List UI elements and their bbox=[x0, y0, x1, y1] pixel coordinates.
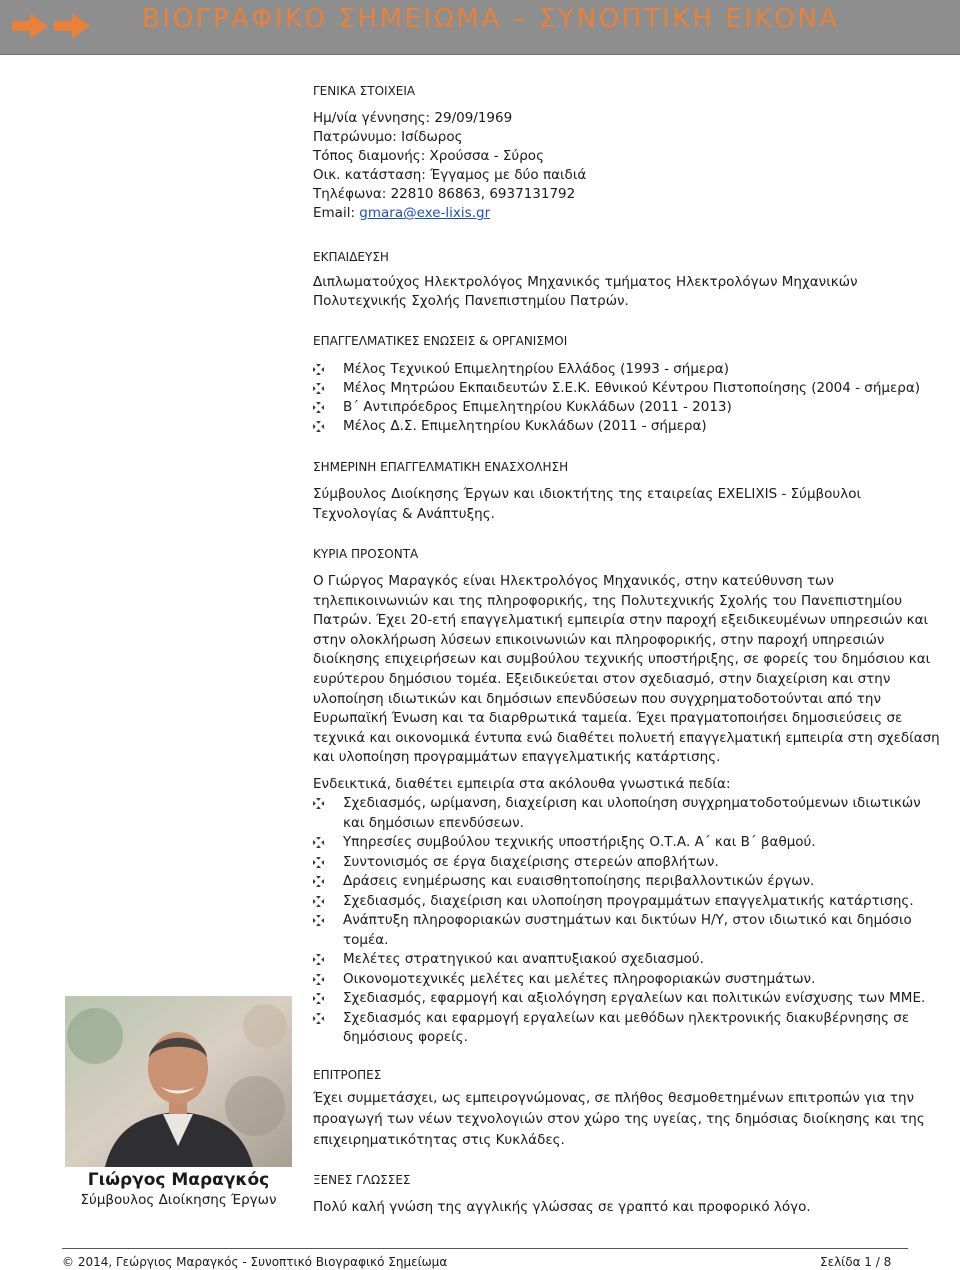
diamond-bullet-icon bbox=[313, 993, 324, 1004]
qualifications-line: Ευρωπαϊκή Ένωση και τα διαρθρωτικά ταμεία. Έχει πραγματοποιήσει δημοσιεύσεις σε bbox=[313, 710, 903, 727]
committees-line: επιχειρηματικότητας στις Κυκλάδες. bbox=[313, 1132, 565, 1148]
email-label: Email: bbox=[313, 205, 360, 221]
qualifications-line: και υλοποίηση προγραμμάτων επαγγελματικής κατάρτισης. bbox=[313, 749, 721, 766]
diamond-bullet-icon bbox=[313, 974, 324, 985]
expertise-item: Οικονομοτεχνικές μελέτες και μελέτες πληροφοριακών συστημάτων. bbox=[343, 970, 816, 987]
header-band bbox=[0, 0, 960, 55]
committees-line: προαγωγή των νέων τεχνολογιών στον χώρο της υγείας, της δημόσιας διοίκησης και της bbox=[313, 1111, 925, 1127]
section-heading-education: ΕΚΠΑΙΔΕΥΣΗ bbox=[313, 250, 389, 264]
diamond-bullet-icon bbox=[313, 876, 324, 887]
expertise-item: Μελέτες στρατηγικού και αναπτυξιακού σχεδιασμού. bbox=[343, 951, 704, 967]
education-line: Πολυτεχνικής Σχολής Πανεπιστημίου Πατρών. bbox=[313, 293, 629, 309]
email-link[interactable]: gmara@exe-lixis.gr bbox=[359, 205, 491, 221]
double-arrow-icon bbox=[10, 9, 110, 43]
section-heading-general: ΓΕΝΙΚΑ ΣΤΟΙΧΕΙΑ bbox=[313, 84, 416, 98]
footer-page-number: Σελίδα 1 / 8 bbox=[820, 1255, 892, 1269]
association-item: Μέλος Δ.Σ. Επιμελητηρίου Κυκλάδων (2011 - σήμερα) bbox=[343, 418, 707, 434]
committees-line: Έχει συμμετάσχει, ως εμπειρογνώμονας, σε πλήθος θεσμοθετημένων επιτροπών για την bbox=[313, 1090, 915, 1106]
education-line: Διπλωματούχος Ηλεκτρολόγος Μηχανικός τμήματος Ηλεκτρολόγων Μηχανικών bbox=[313, 274, 858, 290]
diamond-bullet-icon bbox=[313, 915, 324, 926]
section-heading-committees: ΕΠΙΤΡΟΠΕΣ bbox=[313, 1068, 382, 1082]
expertise-item: Δράσεις ενημέρωσης και ευαισθητοποίησης περιβαλλοντικών έργων. bbox=[343, 873, 815, 889]
qualifications-line: υλοποίηση ιδιωτικών και δημόσιων επενδύσεων που συγχρηματοδοτούνται από την bbox=[313, 690, 882, 707]
current-line: Σύμβουλος Διοίκησης Έργων και ιδιοκτήτης της εταιρείας EXELIXIS - Σύμβουλοι bbox=[313, 486, 862, 502]
diamond-bullet-icon bbox=[313, 798, 324, 809]
portrait-illustration bbox=[65, 996, 292, 1167]
diamond-bullet-icon bbox=[313, 837, 324, 848]
diamond-bullet-icon bbox=[313, 364, 324, 375]
expertise-item: Σχεδιασμός και εφαρμογή εργαλείων και μεθόδων ηλεκτρονικής διακυβέρνησης σε bbox=[343, 1009, 910, 1026]
qualifications-line: Πατρών. Έχει 20-ετή επαγγελματική εμπειρία στην παροχή εξειδικευμένων υπηρεσιών και bbox=[313, 612, 929, 629]
expertise-item: Σχεδιασμός, διαχείριση και υλοποίηση προγραμμάτων επαγγελματικής κατάρτισης. bbox=[343, 892, 914, 909]
diamond-bullet-icon bbox=[313, 896, 324, 907]
qualifications-line: ευρύτερου δημόσιου τομέα. Εξειδικεύεται στον σχεδιασμό, στην διαχείριση και στην bbox=[313, 671, 891, 687]
marital-status: Οικ. κατάσταση: Έγγαμος με δύο παιδιά bbox=[313, 167, 587, 183]
diamond-bullet-icon bbox=[313, 1013, 324, 1024]
association-item: Β΄ Αντιπρόεδρος Επιμελητηρίου Κυκλάδων (2011 - 2013) bbox=[343, 399, 732, 415]
profile-role: Σύμβουλος Διοίκησης Έργων bbox=[80, 1192, 277, 1208]
association-item: Μέλος Τεχνικού Επιμελητηρίου Ελλάδος (1993 - σήμερα) bbox=[343, 361, 729, 377]
profile-photo bbox=[65, 996, 292, 1167]
diamond-bullet-icon bbox=[313, 421, 324, 432]
association-item: Μέλος Μητρώου Εκπαιδευτών Σ.Ε.Κ. Εθνικού Κέντρου Πιστοποίησης (2004 - σήμερα) bbox=[343, 380, 921, 396]
diamond-bullet-icon bbox=[313, 383, 324, 394]
email-line bbox=[313, 204, 490, 223]
section-heading-current: ΣΗΜΕΡΙΝΗ ΕΠΑΓΓΕΛΜΑΤΙΚΗ ΕΝΑΣΧΟΛΗΣΗ bbox=[313, 460, 569, 474]
languages-line: Πολύ καλή γνώση της αγγλικής γλώσσας σε γραπτό και προφορικό λόγο. bbox=[313, 1199, 811, 1215]
qualifications-line: στην ολοκλήρωση λύσεων επικοινωνιών και πληροφορικής, στην παροχή υπηρεσιών bbox=[313, 631, 885, 648]
birth-date: Ημ/νία γέννησης: 29/09/1969 bbox=[313, 110, 513, 126]
section-heading-languages: ΞΕΝΕΣ ΓΛΩΣΣΕΣ bbox=[313, 1173, 411, 1187]
father-name: Πατρώνυμο: Ισίδωρος bbox=[313, 129, 463, 145]
expertise-item: Υπηρεσίες συμβούλου τεχνικής υποστήριξης Ο.Τ.Α. Α΄ και Β΄ βαθμού. bbox=[343, 834, 816, 850]
footer-divider bbox=[62, 1248, 908, 1249]
page-title: ΒΙΟΓΡΑΦΙΚΟ ΣΗΜΕΙΩΜΑ – ΣΥΝΟΠΤΙΚΗ ΕΙΚΟΝΑ bbox=[142, 4, 840, 34]
expertise-item: τομέα. bbox=[343, 931, 389, 948]
diamond-bullet-icon bbox=[313, 954, 324, 965]
footer-copyright: © 2014, Γεώργιος Μαραγκός - Συνοπτικό Βιογραφικό Σημείωμα bbox=[62, 1255, 448, 1269]
qualifications-line: τηλεπικοινωνιών και της πληροφορικής, της Πολυτεχνικής Σχολής του Πανεπιστημίου bbox=[313, 592, 903, 609]
section-heading-associations: ΕΠΑΓΓΕΛΜΑΤΙΚΕΣ ΕΝΩΣΕΙΣ & ΟΡΓΑΝΙΣΜΟΙ bbox=[313, 334, 568, 348]
expertise-item: Σχεδιασμός, ωρίμανση, διαχείριση και υλοποίηση συγχρηματοδοτούμενων ιδιωτικών bbox=[343, 795, 921, 811]
qualifications-intro: Ενδεικτικά, διαθέτει εμπειρία στα ακόλουθα γνωστικά πεδία: bbox=[313, 776, 731, 792]
diamond-bullet-icon bbox=[313, 857, 324, 868]
qualifications-line: διοίκησης επιχειρήσεων και συμβούλου τεχνικής υποστήριξης, σε φορείς του δημόσιου και bbox=[313, 651, 931, 668]
expertise-item: δημόσιους φορείς. bbox=[343, 1029, 468, 1045]
qualifications-line: τεχνικά και οικονομικά έντυπα ενώ διαθέτει πολυετή επαγγελματική εμπειρία στη σχεδίαση bbox=[313, 729, 940, 746]
qualifications-line: Ο Γιώργος Μαραγκός είναι Ηλεκτρολόγος Μηχανικός, στην κατεύθυνση των bbox=[313, 573, 834, 589]
expertise-item: Σχεδιασμός, εφαρμογή και αξιολόγηση εργαλείων και πολιτικών ενίσχυσης των ΜΜΕ. bbox=[343, 990, 926, 1006]
phones: Τηλέφωνα: 22810 86863, 6937131792 bbox=[313, 186, 576, 202]
expertise-item: Ανάπτυξη πληροφοριακών συστημάτων και δικτύων Η/Υ, στον ιδιωτικό και δημόσιο bbox=[343, 912, 912, 928]
residence: Τόπος διαμονής: Χρούσσα - Σύρος bbox=[313, 148, 544, 164]
section-heading-qualifications: ΚΥΡΙΑ ΠΡΟΣΟΝΤΑ bbox=[313, 547, 419, 561]
current-line: Τεχνολογίας & Ανάπτυξης. bbox=[313, 506, 495, 522]
diamond-bullet-icon bbox=[313, 402, 324, 413]
expertise-item: και δημόσιων επενδύσεων. bbox=[343, 814, 524, 831]
profile-name: Γιώργος Μαραγκός bbox=[87, 1170, 270, 1190]
expertise-item: Συντονισμός σε έργα διαχείρισης στερεών αποβλήτων. bbox=[343, 853, 719, 870]
